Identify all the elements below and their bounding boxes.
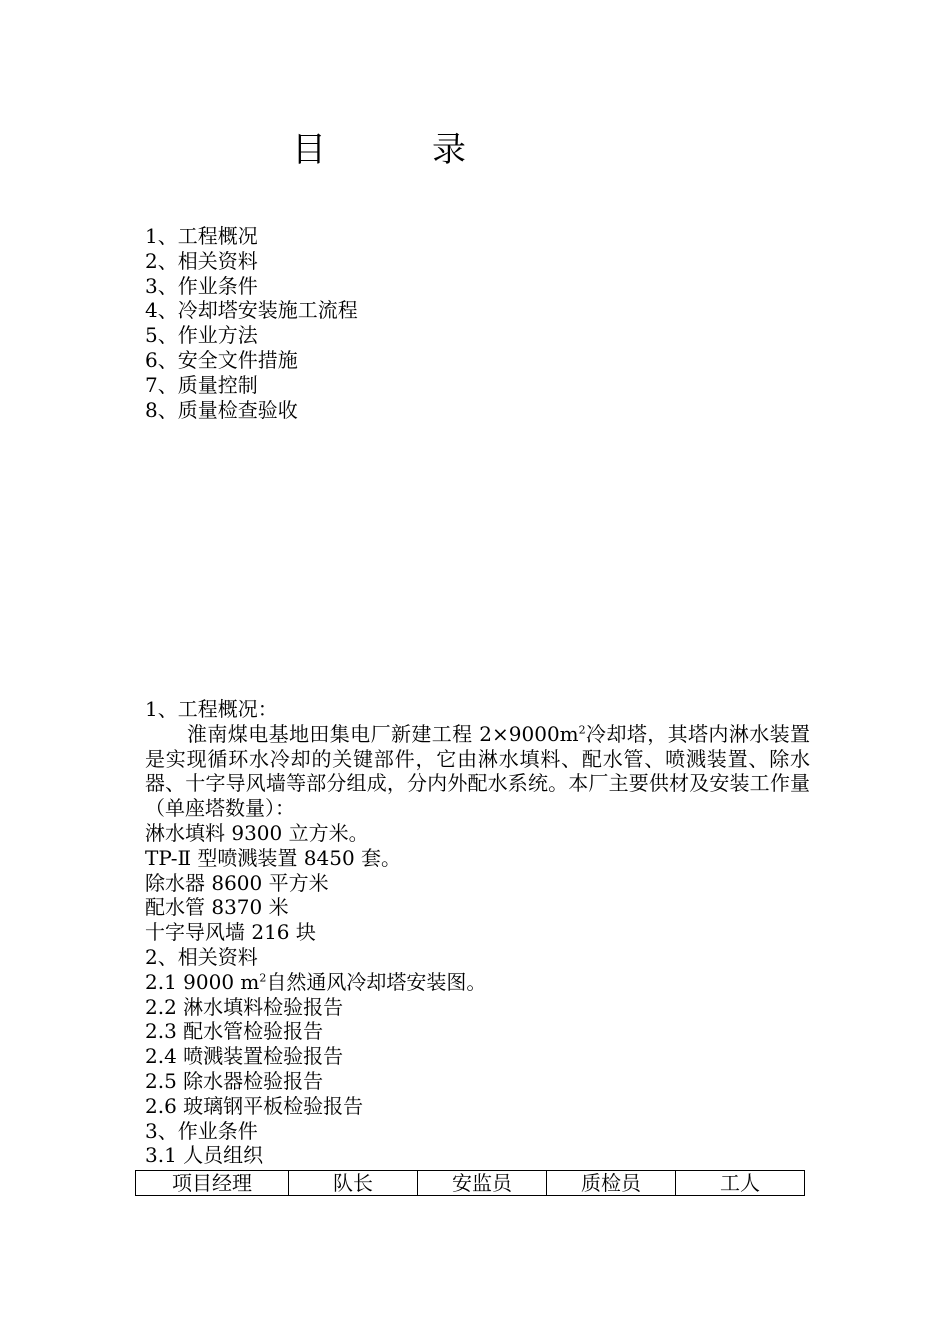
section1-paragraph <box>145 722 810 821</box>
toc-item: 8、质量检查验收 <box>145 397 298 422</box>
reference-text-pre: 2.1 9000 m <box>145 969 260 994</box>
table-cell: 队长 <box>289 1171 418 1196</box>
toc-item: 1、工程概况 <box>145 224 258 248</box>
toc-item: 7、质量控制 <box>145 372 258 397</box>
quantity-item: 配水管 8370 米 <box>145 895 289 920</box>
superscript-2: 2 <box>578 723 586 737</box>
table-cell: 安监员 <box>418 1171 547 1196</box>
toc-item: 4、冷却塔安装施工流程 <box>145 298 358 323</box>
section2-heading: 2、相关资料 <box>145 944 258 969</box>
table-row <box>136 1171 805 1196</box>
personnel-table <box>135 1170 805 1196</box>
section1-heading: 1、工程概况： <box>145 697 278 721</box>
reference-item: 2.2 淋水填料检验报告 <box>145 994 344 1019</box>
toc-title: 目 录 <box>292 130 502 170</box>
superscript-2: 2 <box>259 971 267 985</box>
reference-item: 2.4 喷溅装置检验报告 <box>145 1044 344 1069</box>
toc-item: 6、安全文件措施 <box>145 347 298 372</box>
reference-item: 2.5 除水器检验报告 <box>145 1068 324 1093</box>
quantity-item: 除水器 8600 平方米 <box>145 870 329 895</box>
section3-heading: 3、作业条件 <box>145 1118 258 1143</box>
reference-item: 2.6 玻璃钢平板检验报告 <box>145 1093 364 1118</box>
quantity-item: 十字导风墙 216 块 <box>145 920 316 945</box>
para-text-post: 冷却塔，其塔内淋水装置是实现循环水冷却的关键部件，它由淋水填料、配水管、喷溅装置、除水器、十字导风墙等部分组成，分内外配水系统。本厂主要供材及安装工作量（单座塔数量）： <box>145 721 811 821</box>
toc-item: 3、作业条件 <box>145 273 258 298</box>
table-cell: 项目经理 <box>136 1171 289 1196</box>
body-content <box>145 697 810 1168</box>
reference-item: 2.3 配水管检验报告 <box>145 1019 324 1044</box>
reference-item <box>145 970 810 995</box>
table-cell: 质检员 <box>547 1171 676 1196</box>
toc-item: 5、作业方法 <box>145 323 258 348</box>
para-text-pre: 淮南煤电基地田集电厂新建工程 2×9000m <box>187 721 579 746</box>
table-cell: 工人 <box>676 1171 805 1196</box>
section3-subheading: 3.1 人员组织 <box>145 1143 264 1168</box>
reference-text-post: 自然通风冷却塔安装图。 <box>266 969 487 994</box>
quantity-item: 淋水填料 9300 立方米。 <box>145 820 369 845</box>
toc-list <box>145 224 358 422</box>
quantity-item: TP-Ⅱ 型喷溅装置 8450 套。 <box>145 845 402 870</box>
toc-item: 2、相关资料 <box>145 248 258 273</box>
